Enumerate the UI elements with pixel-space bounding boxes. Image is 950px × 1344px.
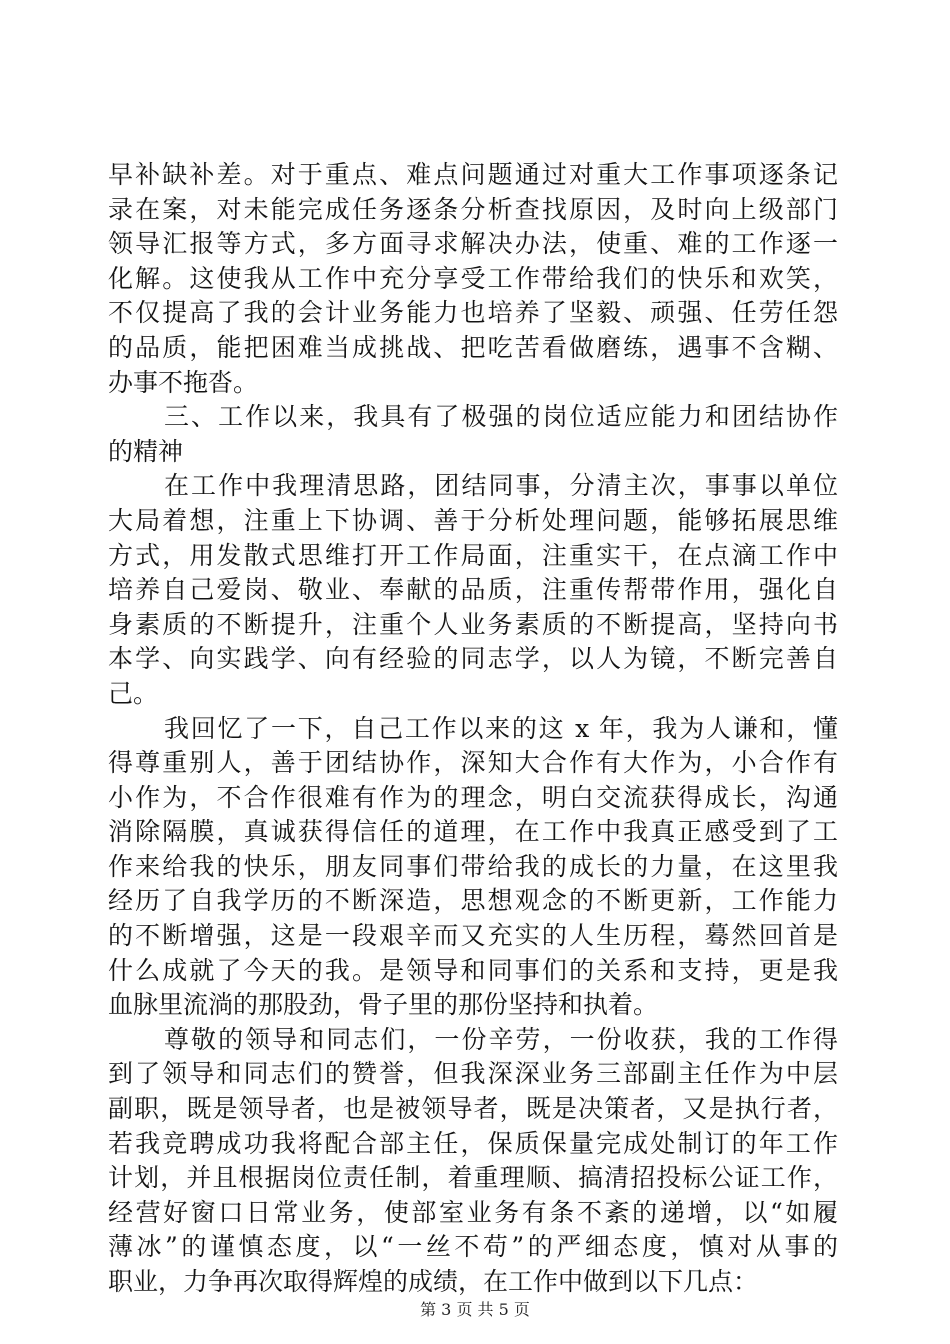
text-line: 经历了自我学历的不断深造，思想观念的不断更新，工作能力 — [108, 886, 838, 916]
text-line: 作来给我的快乐，朋友同事们带给我的成长的力量，在这里我 — [108, 851, 838, 881]
text-line: 副职，既是领导者，也是被领导者，既是决策者，又是执行者， — [108, 1094, 838, 1124]
text-line: 领导汇报等方式，多方面寻求解决办法，使重、难的工作逐一 — [108, 229, 838, 259]
text-line: 血脉里流淌的那股劲，骨子里的那份坚持和执着。 — [108, 990, 659, 1020]
text-line: 三、工作以来，我具有了极强的岗位适应能力和团结协作 — [164, 402, 838, 432]
text-line: 培养自己爱岗、敬业、奉献的品质，注重传帮带作用，强化自 — [108, 575, 838, 605]
text-line: 消除隔膜，真诚获得信任的道理，在工作中我真正感受到了工 — [108, 817, 838, 847]
text-line: 己。 — [108, 678, 159, 708]
text-line: 计划，并且根据岗位责任制，着重理顺、搞清招投标公证工作， — [108, 1163, 838, 1193]
text-line: 得尊重别人，善于团结协作，深知大合作有大作为，小合作有 — [108, 748, 838, 778]
text-line: 大局着想，注重上下协调、善于分析处理问题，能够拓展思维 — [108, 505, 838, 535]
text-line: 方式，用发散式思维打开工作局面，注重实干，在点滴工作中 — [108, 540, 838, 570]
text-line: 我回忆了一下，自己工作以来的这 x 年，我为人谦和，懂 — [164, 713, 838, 743]
text-line: 经营好窗口日常业务，使部室业务有条不紊的递增，以“如履 — [108, 1197, 838, 1227]
text-line: 的不断增强，这是一段艰辛而又充实的人生历程，蓦然回首是 — [108, 921, 838, 951]
text-line: 薄冰”的谨慎态度，以“一丝不苟”的严细态度，慎对从事的 — [108, 1232, 838, 1262]
text-line: 早补缺补差。对于重点、难点问题通过对重大工作事项逐条记 — [108, 160, 838, 189]
text-line: 职业，力争再次取得辉煌的成绩，在工作中做到以下几点： — [108, 1267, 759, 1296]
text-line: 小作为，不合作很难有作为的理念，明白交流获得成长，沟通 — [108, 782, 838, 812]
text-line: 尊敬的领导和同志们，一份辛劳，一份收获，我的工作得 — [164, 1024, 838, 1054]
text-line: 的品质，能把困难当成挑战、把吃苦看做磨练，遇事不含糊、 — [108, 332, 838, 362]
document-body — [108, 158, 838, 1300]
text-line: 在工作中我理清思路，团结同事，分清主次，事事以单位 — [164, 471, 838, 501]
text-line: 本学、向实践学、向有经验的同志学，以人为镜，不断完善自 — [108, 644, 838, 674]
text-line: 身素质的不断提升，注重个人业务素质的不断提高，坚持向书 — [108, 609, 838, 639]
text-line: 录在案，对未能完成任务逐条分析查找原因，及时向上级部门 — [108, 194, 838, 224]
text-line: 不仅提高了我的会计业务能力也培养了坚毅、顽强、任劳任怨 — [108, 298, 838, 328]
text-line: 若我竞聘成功我将配合部主任，保质保量完成处制订的年工作 — [108, 1128, 838, 1158]
page-footer: 第 3 页 共 5 页 — [420, 1300, 530, 1319]
text-line: 到了领导和同志们的赞誉，但我深深业务三部副主任作为中层 — [108, 1059, 838, 1089]
text-line: 化解。这使我从工作中充分享受工作带给我们的快乐和欢笑， — [108, 263, 838, 293]
text-line: 什么成就了今天的我。是领导和同事们的关系和支持，更是我 — [108, 955, 838, 985]
text-line: 的精神 — [108, 436, 184, 466]
text-line: 办事不拖沓。 — [108, 367, 259, 397]
